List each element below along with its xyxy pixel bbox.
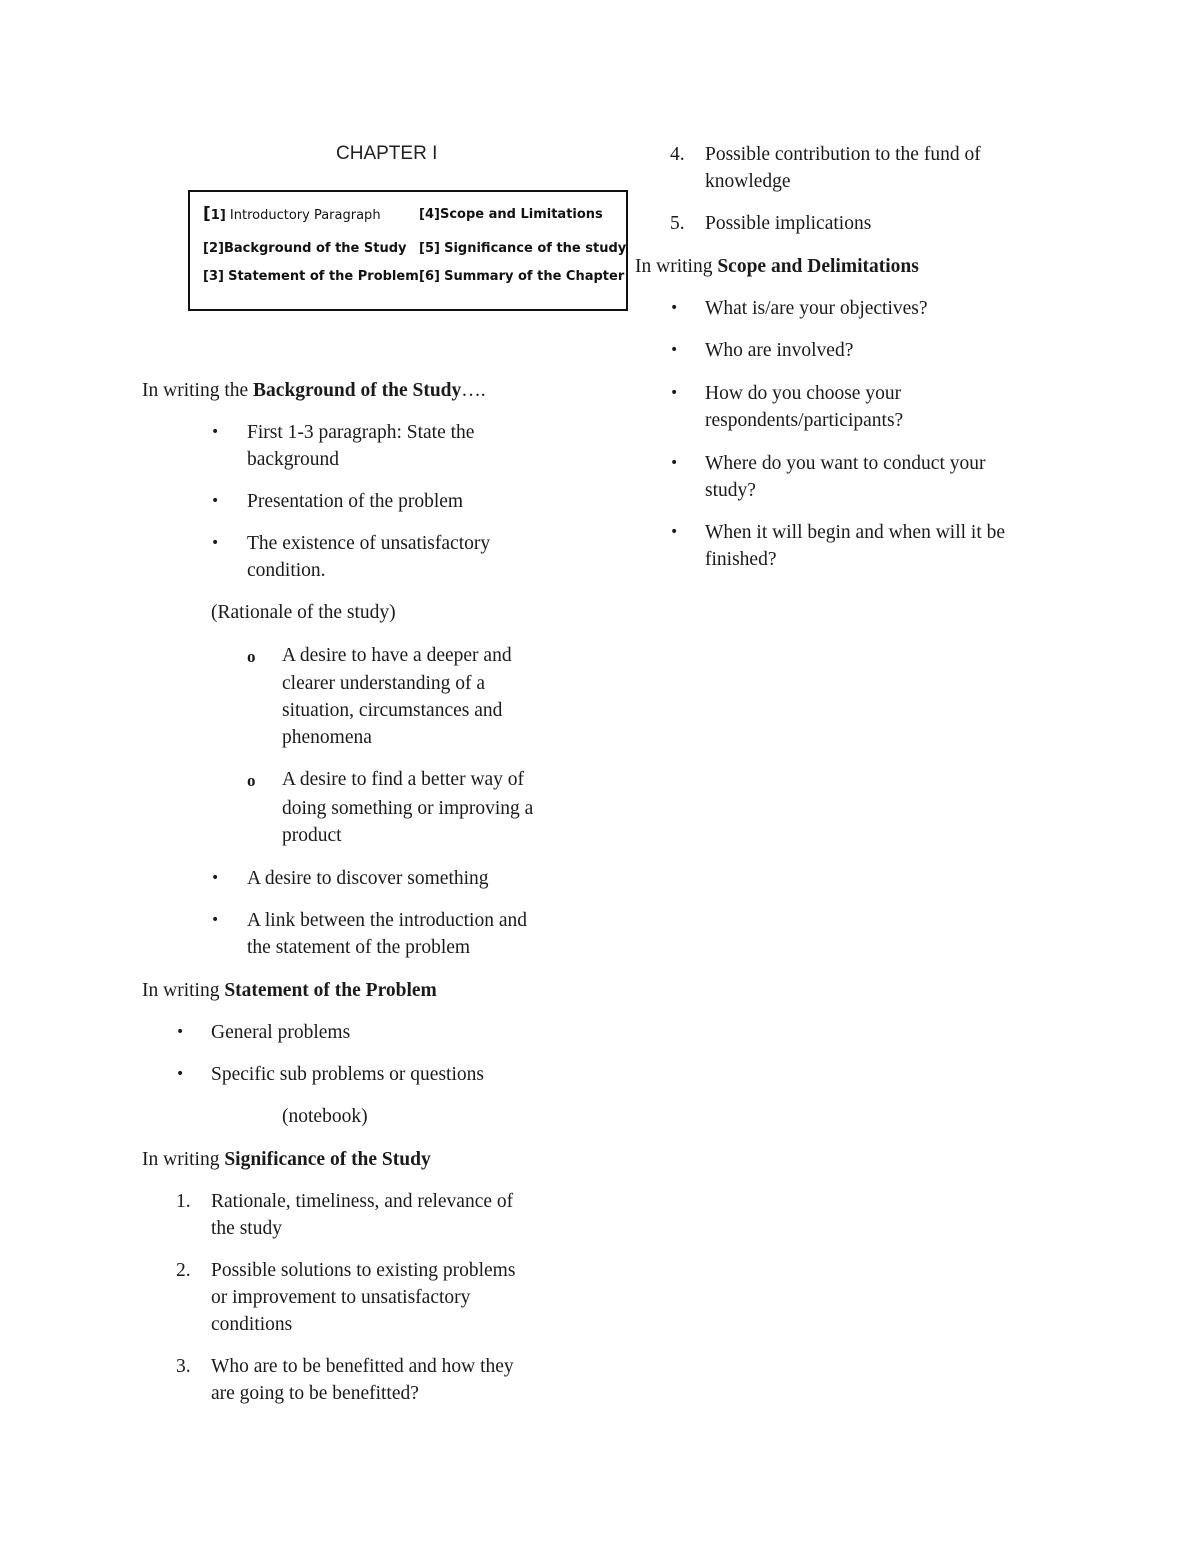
outline-item-2: [2]Background of the Study: [203, 241, 407, 256]
list-number: 2.: [176, 1260, 191, 1281]
significance-item-text: Possible implications: [705, 213, 872, 234]
rationale-sub-bullet-text: A desire to find a better way of: [282, 769, 525, 790]
scope-bullet-text: Where do you want to conduct your: [705, 453, 986, 474]
bullet-icon: •: [176, 1066, 185, 1082]
background-bullet-text: The existence of unsatisfactory: [247, 533, 491, 554]
bullet-icon: •: [211, 424, 220, 440]
scope-bullet-text: study?: [705, 480, 756, 501]
significance-item-text: conditions: [211, 1314, 293, 1335]
scope-bullet-text: Who are involved?: [705, 340, 854, 361]
outline-item-1: [1] Introductory Paragraph: [203, 204, 381, 224]
list-number: 4.: [670, 144, 685, 165]
scope-bullet-text: How do you choose your: [705, 383, 902, 404]
list-number: 5.: [670, 213, 685, 234]
significance-item-text: Possible solutions to existing problems: [211, 1260, 516, 1281]
bullet-icon: •: [211, 870, 220, 886]
background-bullet-text: background: [247, 449, 340, 470]
scope-bullet-text: When it will begin and when will it be: [705, 522, 1006, 543]
statement-bullet-text: Specific sub problems or questions: [211, 1064, 484, 1085]
rationale-sub-bullet-text: phenomena: [282, 727, 372, 748]
rationale-sub-bullet-text: situation, circumstances and: [282, 700, 503, 721]
rationale-sub-bullet-text: doing something or improving a: [282, 798, 534, 819]
outline-item-5: [5] Significance of the study: [419, 241, 627, 256]
bullet-icon: •: [670, 342, 679, 358]
bullet-icon: •: [176, 1024, 185, 1040]
significance-item-text: Who are to be benefitted and how they: [211, 1356, 514, 1377]
statement-note: (notebook): [282, 1106, 368, 1127]
background-bullet-text: A desire to discover something: [247, 868, 489, 889]
background-bullet-text: Presentation of the problem: [247, 491, 464, 512]
list-number: 1.: [176, 1191, 191, 1212]
scope-bullet-text: What is/are your objectives?: [705, 298, 928, 319]
bullet-icon: •: [670, 524, 679, 540]
outline-item-4: [4]Scope and Limitations: [419, 207, 603, 222]
outline-item-6: [6] Summary of the Chapter: [419, 269, 625, 284]
scope-bullet-text: respondents/participants?: [705, 410, 904, 431]
statement-bullet-text: General problems: [211, 1022, 351, 1043]
outline-item-3: [3] Statement of the Problem: [203, 269, 419, 284]
bullet-icon: •: [670, 385, 679, 401]
significance-item-text: the study: [211, 1218, 282, 1239]
sub-bullet-icon: o: [247, 647, 256, 666]
bullet-icon: •: [670, 300, 679, 316]
significance-heading: In writing Significance of the Study: [142, 1149, 431, 1170]
bullet-icon: •: [211, 912, 220, 928]
rationale-sub-bullet-text: A desire to have a deeper and: [282, 645, 512, 666]
background-bullet-text: the statement of the problem: [247, 937, 471, 958]
bullet-icon: •: [670, 455, 679, 471]
background-bullet-text: First 1-3 paragraph: State the: [247, 422, 475, 443]
significance-item-text: or improvement to unsatisfactory: [211, 1287, 471, 1308]
significance-item-text: knowledge: [705, 171, 791, 192]
background-bullet-text: A link between the introduction and: [247, 910, 527, 931]
bullet-icon: •: [211, 493, 220, 509]
sub-bullet-icon: o: [247, 771, 256, 790]
list-number: 3.: [176, 1356, 191, 1377]
statement-heading: In writing Statement of the Problem: [142, 980, 437, 1001]
significance-item-text: are going to be benefitted?: [211, 1383, 419, 1404]
chapter-title: CHAPTER I: [336, 143, 438, 164]
rationale-sub-bullet-text: clearer understanding of a: [282, 673, 486, 694]
background-bullet-text: condition.: [247, 560, 326, 581]
rationale-label: (Rationale of the study): [211, 602, 396, 623]
background-heading: In writing the Background of the Study….: [142, 380, 486, 401]
scope-bullet-text: finished?: [705, 549, 777, 570]
significance-item-text: Rationale, timeliness, and relevance of: [211, 1191, 514, 1212]
bullet-icon: •: [211, 535, 220, 551]
significance-item-text: Possible contribution to the fund of: [705, 144, 981, 165]
rationale-sub-bullet-text: product: [282, 825, 342, 846]
scope-heading: In writing Scope and Delimitations: [635, 256, 919, 277]
